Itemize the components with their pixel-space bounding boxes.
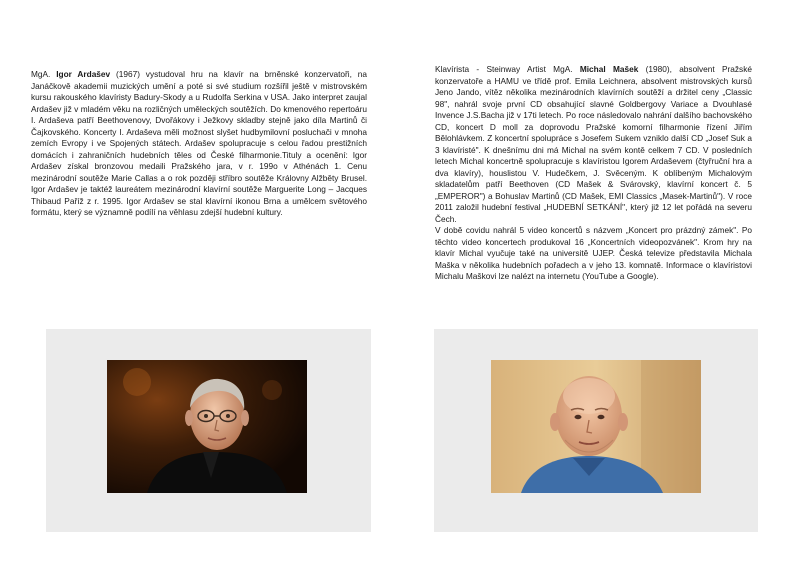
left-photo-panel bbox=[46, 329, 371, 532]
masek-bio-paragraph bbox=[435, 64, 752, 225]
right-text-column bbox=[435, 64, 752, 283]
portrait-igor-ardasev bbox=[107, 360, 307, 493]
left-text-column bbox=[31, 69, 367, 219]
ardasev-name: Igor Ardašev bbox=[56, 69, 111, 79]
ardasev-bio-paragraph bbox=[31, 69, 367, 219]
masek-bio-paragraph-2: V době covidu nahrál 5 video koncertů s názvem „Koncert pro prázdný zámek". Po těchto video koncertech produkoval 16 „Koncertních videopozvánek". Krom hry na klavír Michal vyučuje také na universitě UJEP. Česká televize představila Michala Maška v několika hudebních pořadech a v jeho 13. komnatě. Informace o klavíristovi Michalu Maškovi lze nalézt na internetu (YouTube a Google). bbox=[435, 225, 752, 281]
masek-name: Michal Mašek bbox=[579, 64, 639, 74]
portrait-michal-masek bbox=[491, 360, 701, 493]
ardasev-bio-text: (1967) vystudoval hru na klavír na brněnské konzervatoři, na Janáčkově akademii muzických umění a poté si své studium rozšířil ještě v mistrovském kursu rakouského klavíristy Badury-Skody a u Rudolfa Serkina v USA. Jako interpret zaujal Ardašev již v mladém věku na rozličných uměleckých soutěžích. Do kmenového repertoáru I. Ardaševa patří Beethovenovy, Dvořákovy i Ježkovy skladby stejně jako díla Martinů či Čajkovského. Koncerty I. Ardaševa měli možnost slyšet hudbymilovní posluchači v mnoha zemích Evropy i ve Spojených státech. Ardašev spolupracuje s celou řadou prestižních domácích i zahraničních hudebních těles od České filharmonie.Tituly a ocenění: Igor Ardašev získal bronzovou medaili Pražského jara, v r. 199o v Athénách 1. Cenu mezinárodní soutěže Marie Callas a o rok později stříbro soutěže Královny Alžběty Brusel. Igor Ardašev je taktéž laureátem mezinárodní klavírní soutěže Marguerite Long – Jacques Thibaud Paříž z r. 1995. Igor Ardašev se stal klavírní ikonou Brna a umělcem světového formátu, který se významně podílí na věhlasu zdejší hudební kultury. bbox=[31, 69, 367, 217]
ardasev-prefix: MgA. bbox=[31, 69, 57, 79]
right-photo-panel bbox=[434, 329, 758, 532]
masek-prefix: Klavírista - Steinway Artist MgA. bbox=[435, 64, 580, 74]
masek-bio-text: (1980), absolvent Pražské konzervatoře a HAMU ve třídě prof. Emila Leichnera, absolvent mistrovských kursů Jeno Jando, vítěz několika mezinárodních klavírních soutěží a držitel ceny „Classic 98", nahrál svoje první CD obsahující slavné Goldbergovy Variace a Dvouhlasé Invence J.S.Bacha již v 17ti letech. Po roce následovalo nahrání dalšího bachovského CD, koncert D moll za doprovodu Pražské komorní filharmonie řízení Jiřím Bělohlávkem. Z koncertní spolupráce s Josefem Sukem vzniklo další CD „Josef Suk a 3 klavíristé". K dnešnímu dni má Michal na svém kontě celkem 7 CD. V posledních letech Michal koncertně spolupracuje s klavíristou Igorem Ardaševem (čtyřruční hra a dva klavíry), houslistou V. Hudečkem, J. Svěceným. K oblíbeným Michalovým skladatelům patří Beethoven (CD Mašek & Svárovský, klavírní koncert č. 5 „EMPEROR") a Bohuslav Martinů (CD Mašek, EMI Classics „Masek-Martinů"). V roce 2011 založil hudební festival „HUDEBNÍ SETKÁNÍ", který již 12 let pořádá na severu Čech. bbox=[435, 64, 752, 224]
